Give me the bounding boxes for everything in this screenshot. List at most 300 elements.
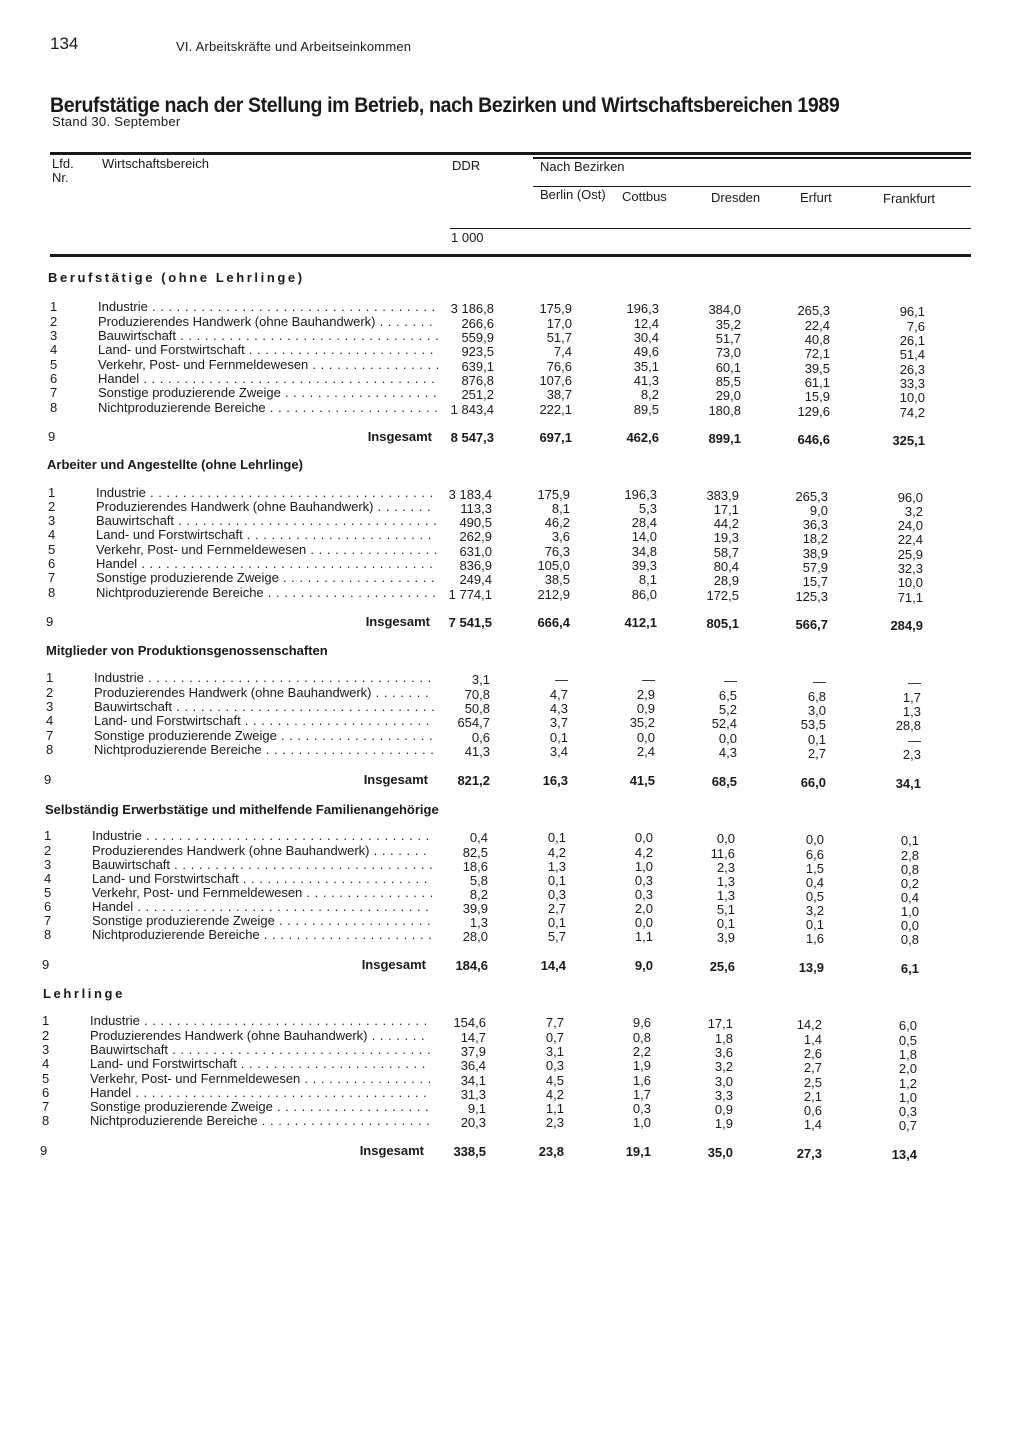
- cell-frankfurt: 0,0: [900, 918, 919, 933]
- row-number: 1: [42, 1013, 50, 1028]
- cell-frankfurt: 1,2: [898, 1076, 917, 1091]
- row-label: Bauwirtschaft . . .: [96, 514, 436, 528]
- row-number: 5: [44, 885, 52, 900]
- cell-ddr: 0,6: [471, 730, 490, 745]
- table-row: [0, 843, 1024, 863]
- header-col-dresden: Dresden: [711, 190, 761, 205]
- cell-ddr: 3 186,8: [450, 301, 494, 316]
- cell-ddr: 8,2: [469, 887, 488, 902]
- total-cell-ddr: 338,5: [453, 1144, 486, 1159]
- row-number: 8: [50, 400, 58, 415]
- total-cell-berlin: 23,8: [538, 1144, 564, 1159]
- table-row: [0, 927, 1024, 947]
- table-row: [0, 728, 1024, 748]
- cell-erfurt: 61,1: [804, 375, 830, 390]
- cell-erfurt: 129,6: [797, 404, 830, 419]
- total-cell-frankfurt: 284,9: [890, 618, 923, 633]
- cell-frankfurt: 25,9: [897, 547, 923, 562]
- total-cell-cottbus: 9,0: [634, 958, 653, 973]
- cell-berlin: 51,7: [546, 330, 572, 345]
- cell-dresden: 383,9: [706, 488, 739, 503]
- row-number: 1: [46, 670, 54, 685]
- row-label: Sonstige produzierende Zweige . . .: [90, 1100, 430, 1114]
- row-number: 6: [42, 1085, 50, 1100]
- cell-frankfurt: —: [908, 733, 921, 748]
- row-number: 2: [42, 1028, 50, 1043]
- cell-berlin: 175,9: [539, 301, 572, 316]
- row-label: Handel . . .: [96, 557, 436, 571]
- cell-frankfurt: 24,0: [897, 518, 923, 533]
- row-number: 7: [46, 728, 54, 743]
- row-number: 6: [44, 899, 52, 914]
- row-number: 9: [44, 772, 52, 787]
- row-number: 4: [42, 1056, 50, 1071]
- cell-cottbus: 2,4: [636, 744, 655, 759]
- cell-berlin: 3,4: [549, 744, 568, 759]
- total-label: Insgesamt: [367, 429, 432, 444]
- cell-dresden: 1,3: [716, 888, 735, 903]
- cell-erfurt: 125,3: [795, 589, 828, 604]
- table-row: [0, 885, 1024, 905]
- row-label: Produzierendes Handwerk (ohne Bauhandwerk) . . .: [98, 315, 438, 329]
- row-number: 7: [42, 1099, 50, 1114]
- cell-erfurt: 265,3: [797, 303, 830, 318]
- row-number: 9: [48, 429, 56, 444]
- header-col-cottbus: Cottbus: [622, 189, 667, 204]
- section-title: Lehrlinge: [43, 986, 125, 1001]
- cell-berlin: 0,1: [549, 730, 568, 745]
- total-cell-dresden: 805,1: [706, 616, 739, 631]
- cell-erfurt: 0,1: [807, 732, 826, 747]
- cell-frankfurt: 0,2: [900, 876, 919, 891]
- total-cell-ddr: 821,2: [457, 773, 490, 788]
- cell-dresden: 85,5: [715, 374, 741, 389]
- cell-ddr: 654,7: [457, 715, 490, 730]
- cell-frankfurt: 71,1: [897, 590, 923, 605]
- cell-frankfurt: 1,3: [902, 704, 921, 719]
- table-row: [0, 1071, 1024, 1091]
- cell-ddr: 266,6: [461, 316, 494, 331]
- total-cell-frankfurt: 34,1: [895, 776, 921, 791]
- total-label: Insgesamt: [363, 772, 428, 787]
- table-row: [0, 828, 1024, 848]
- cell-dresden: 73,0: [715, 345, 741, 360]
- cell-ddr: 36,4: [460, 1058, 486, 1073]
- cell-erfurt: 6,6: [805, 847, 824, 862]
- cell-cottbus: 1,0: [632, 1115, 651, 1130]
- cell-berlin: 0,7: [545, 1030, 564, 1045]
- row-number: 3: [48, 513, 56, 528]
- row-number: 8: [42, 1113, 50, 1128]
- cell-dresden: 2,3: [716, 860, 735, 875]
- cell-ddr: 39,9: [462, 901, 488, 916]
- cell-berlin: 2,7: [547, 901, 566, 916]
- cell-frankfurt: 32,3: [897, 561, 923, 576]
- cell-dresden: 384,0: [708, 302, 741, 317]
- cell-frankfurt: 6,0: [898, 1018, 917, 1033]
- cell-ddr: 249,4: [459, 572, 492, 587]
- cell-berlin: 7,7: [545, 1015, 564, 1030]
- row-label: Sonstige produzierende Zweige . . .: [98, 386, 438, 400]
- table-row: [0, 556, 1024, 576]
- total-row: [0, 614, 1024, 633]
- cell-erfurt: 15,9: [804, 389, 830, 404]
- total-cell-cottbus: 462,6: [626, 430, 659, 445]
- table-row: [0, 299, 1024, 319]
- cell-berlin: 76,3: [544, 544, 570, 559]
- cell-erfurt: 53,5: [800, 717, 826, 732]
- table-row: [0, 1042, 1024, 1062]
- table-row: [0, 1056, 1024, 1076]
- header-lfd: Lfd.: [52, 156, 74, 171]
- cell-frankfurt: 33,3: [899, 376, 925, 391]
- section-title: Selbständig Erwerbstätige und mithelfende Familienangehörige: [45, 802, 439, 817]
- cell-ddr: 28,0: [462, 929, 488, 944]
- table-row: [0, 585, 1024, 605]
- cell-dresden: 3,9: [716, 930, 735, 945]
- cell-berlin: 212,9: [537, 587, 570, 602]
- row-number: 8: [48, 585, 56, 600]
- cell-cottbus: 34,8: [631, 544, 657, 559]
- cell-berlin: 4,3: [549, 701, 568, 716]
- cell-erfurt: 72,1: [804, 346, 830, 361]
- total-cell-dresden: 35,0: [707, 1145, 733, 1160]
- total-cell-frankfurt: 6,1: [900, 961, 919, 976]
- row-label: Bauwirtschaft . . .: [98, 329, 438, 343]
- cell-erfurt: 15,7: [802, 574, 828, 589]
- cell-frankfurt: 0,5: [898, 1033, 917, 1048]
- header-bottom-rule: [50, 254, 971, 257]
- cell-erfurt: 0,4: [805, 875, 824, 890]
- table-row: [0, 1113, 1024, 1133]
- cell-dresden: 3,0: [714, 1074, 733, 1089]
- row-label: Bauwirtschaft . . .: [90, 1043, 430, 1057]
- cell-cottbus: 89,5: [633, 402, 659, 417]
- cell-erfurt: 2,5: [803, 1075, 822, 1090]
- cell-ddr: 5,8: [469, 873, 488, 888]
- table-row: [0, 485, 1024, 505]
- table-row: [0, 913, 1024, 933]
- cell-berlin: 0,1: [547, 830, 566, 845]
- cell-cottbus: 2,9: [636, 687, 655, 702]
- cell-cottbus: 0,0: [636, 730, 655, 745]
- row-number: 2: [50, 314, 58, 329]
- cell-cottbus: 0,3: [634, 873, 653, 888]
- cell-frankfurt: 26,3: [899, 362, 925, 377]
- header-nach-bezirken: Nach Bezirken: [540, 159, 625, 174]
- cell-cottbus: 1,1: [634, 929, 653, 944]
- total-row: [0, 429, 1024, 448]
- row-number: 7: [48, 570, 56, 585]
- cell-berlin: 7,4: [553, 344, 572, 359]
- cell-erfurt: 0,6: [803, 1103, 822, 1118]
- table-row: [0, 499, 1024, 519]
- table-row: [0, 513, 1024, 533]
- cell-cottbus: 5,3: [638, 501, 657, 516]
- row-number: 4: [50, 342, 58, 357]
- row-label: Industrie . . .: [94, 671, 434, 685]
- row-label: Produzierendes Handwerk (ohne Bauhandwerk) . . .: [94, 686, 434, 700]
- cell-berlin: 4,7: [549, 687, 568, 702]
- cell-erfurt: 39,5: [804, 361, 830, 376]
- cell-frankfurt: 2,8: [900, 848, 919, 863]
- cell-cottbus: 2,0: [634, 901, 653, 916]
- cell-cottbus: 0,8: [632, 1030, 651, 1045]
- cell-erfurt: 1,5: [805, 861, 824, 876]
- total-cell-frankfurt: 13,4: [891, 1147, 917, 1162]
- cell-dresden: 3,2: [714, 1059, 733, 1074]
- cell-erfurt: 1,4: [803, 1117, 822, 1132]
- row-number: 7: [44, 913, 52, 928]
- section-title: Berufstätige (ohne Lehrlinge): [48, 270, 305, 285]
- header-col-berlin: Berlin (Ost): [540, 187, 606, 202]
- cell-erfurt: 9,0: [809, 503, 828, 518]
- total-cell-ddr: 184,6: [455, 958, 488, 973]
- cell-dresden: 1,9: [714, 1116, 733, 1131]
- row-label: Produzierendes Handwerk (ohne Bauhandwerk) . . .: [90, 1029, 430, 1043]
- row-number: 4: [44, 871, 52, 886]
- cell-frankfurt: 51,4: [899, 347, 925, 362]
- row-label: Industrie . . .: [98, 300, 438, 314]
- cell-dresden: —: [724, 673, 737, 688]
- cell-cottbus: 0,3: [634, 887, 653, 902]
- cell-cottbus: 49,6: [633, 344, 659, 359]
- cell-berlin: 0,3: [547, 887, 566, 902]
- cell-berlin: 46,2: [544, 515, 570, 530]
- row-number: 3: [44, 857, 52, 872]
- cell-cottbus: 35,1: [633, 359, 659, 374]
- row-label: Verkehr, Post- und Fernmeldewesen . . .: [92, 886, 432, 900]
- cell-berlin: 4,2: [545, 1087, 564, 1102]
- total-cell-erfurt: 66,0: [800, 775, 826, 790]
- cell-ddr: 70,8: [464, 687, 490, 702]
- row-label: Handel . . .: [90, 1086, 430, 1100]
- header-nr: Nr.: [52, 170, 69, 185]
- cell-dresden: 0,0: [716, 831, 735, 846]
- cell-cottbus: 35,2: [629, 715, 655, 730]
- cell-ddr: 9,1: [467, 1101, 486, 1116]
- cell-ddr: 559,9: [461, 330, 494, 345]
- cell-erfurt: 18,2: [802, 531, 828, 546]
- cell-frankfurt: 96,1: [899, 304, 925, 319]
- cell-dresden: 1,8: [714, 1031, 733, 1046]
- cell-dresden: 80,4: [713, 559, 739, 574]
- cell-dresden: 3,6: [714, 1045, 733, 1060]
- cell-ddr: 50,8: [464, 701, 490, 716]
- total-cell-ddr: 8 547,3: [450, 430, 494, 445]
- cell-berlin: 3,6: [551, 529, 570, 544]
- total-label: Insgesamt: [361, 957, 426, 972]
- cell-dresden: 0,0: [718, 731, 737, 746]
- row-number: 5: [42, 1071, 50, 1086]
- cell-dresden: 3,3: [714, 1088, 733, 1103]
- cell-frankfurt: 0,7: [898, 1118, 917, 1133]
- cell-berlin: 105,0: [537, 558, 570, 573]
- cell-ddr: 1 774,1: [448, 587, 492, 602]
- total-cell-berlin: 666,4: [537, 615, 570, 630]
- cell-frankfurt: 0,4: [900, 890, 919, 905]
- cell-frankfurt: 1,8: [898, 1047, 917, 1062]
- page-header: [0, 0, 1024, 129]
- cell-dresden: 0,9: [714, 1102, 733, 1117]
- cell-frankfurt: 10,0: [899, 390, 925, 405]
- cell-frankfurt: 0,8: [900, 932, 919, 947]
- row-label: Bauwirtschaft . . .: [94, 700, 434, 714]
- cell-erfurt: 14,2: [796, 1017, 822, 1032]
- total-cell-dresden: 68,5: [711, 774, 737, 789]
- table-row: [0, 871, 1024, 891]
- cell-cottbus: 1,7: [632, 1087, 651, 1102]
- table-row: [0, 570, 1024, 590]
- cell-ddr: 836,9: [459, 558, 492, 573]
- cell-erfurt: 57,9: [802, 560, 828, 575]
- cell-dresden: 28,9: [713, 573, 739, 588]
- total-cell-berlin: 16,3: [542, 773, 568, 788]
- row-label: Produzierendes Handwerk (ohne Bauhandwerk) . . .: [92, 844, 432, 858]
- cell-erfurt: 2,6: [803, 1046, 822, 1061]
- cell-berlin: 38,7: [546, 387, 572, 402]
- row-number: 1: [48, 485, 56, 500]
- cell-dresden: 172,5: [706, 588, 739, 603]
- table-row: [0, 385, 1024, 405]
- cell-ddr: 639,1: [461, 359, 494, 374]
- row-label: Handel . . .: [98, 372, 438, 386]
- total-row: [0, 1143, 1024, 1162]
- cell-berlin: 222,1: [539, 402, 572, 417]
- row-number: 7: [50, 385, 58, 400]
- cell-dresden: 180,8: [708, 403, 741, 418]
- cell-dresden: 51,7: [715, 331, 741, 346]
- row-label: Verkehr, Post- und Fernmeldewesen . . .: [98, 358, 438, 372]
- row-number: 2: [46, 685, 54, 700]
- cell-dresden: 11,6: [710, 846, 735, 861]
- table-row: [0, 742, 1024, 762]
- cell-ddr: 490,5: [459, 515, 492, 530]
- cell-cottbus: 14,0: [631, 529, 657, 544]
- cell-erfurt: 22,4: [804, 318, 830, 333]
- cell-dresden: 44,2: [713, 516, 739, 531]
- cell-erfurt: 2,1: [803, 1089, 822, 1104]
- cell-cottbus: 0,0: [634, 830, 653, 845]
- header-top-rule: [50, 152, 971, 155]
- running-head: VI. Arbeitskräfte und Arbeitseinkommen: [176, 39, 412, 54]
- cell-cottbus: 196,3: [626, 301, 659, 316]
- row-label: Sonstige produzierende Zweige . . .: [96, 571, 436, 585]
- table-row: [0, 699, 1024, 719]
- cell-ddr: 37,9: [460, 1044, 486, 1059]
- page-title: Berufstätige nach der Stellung im Betrieb, nach Bezirken und Wirtschaftsbereichen 1989: [50, 94, 840, 117]
- cell-dresden: 6,5: [718, 688, 737, 703]
- cell-dresden: 52,4: [711, 716, 737, 731]
- cell-frankfurt: 7,6: [906, 319, 925, 334]
- cell-berlin: 0,1: [547, 873, 566, 888]
- table-row: [0, 328, 1024, 348]
- cell-dresden: 17,1: [713, 502, 739, 517]
- cell-cottbus: 196,3: [624, 487, 657, 502]
- cell-ddr: 14,7: [460, 1030, 486, 1045]
- cell-frankfurt: 1,0: [898, 1090, 917, 1105]
- row-label: Produzierendes Handwerk (ohne Bauhandwerk) . . .: [96, 500, 436, 514]
- cell-ddr: 631,0: [459, 544, 492, 559]
- cell-ddr: 923,5: [461, 344, 494, 359]
- cell-cottbus: 0,9: [636, 701, 655, 716]
- table-row: [0, 1028, 1024, 1048]
- cell-frankfurt: 96,0: [897, 490, 923, 505]
- total-row: [0, 957, 1024, 976]
- row-label: Nichtproduzierende Bereiche . . .: [92, 928, 432, 942]
- table-row: [0, 899, 1024, 919]
- table-row: [0, 1085, 1024, 1105]
- cell-ddr: 31,3: [460, 1087, 486, 1102]
- row-label: Sonstige produzierende Zweige . . .: [94, 729, 434, 743]
- row-number: 6: [48, 556, 56, 571]
- row-label: Land- und Forstwirtschaft . . .: [98, 343, 438, 357]
- total-cell-erfurt: 27,3: [796, 1146, 822, 1161]
- section-title: Mitglieder von Produktionsgenossenschaften: [46, 643, 328, 658]
- header-col-frankfurt: Frankfurt: [883, 191, 936, 206]
- cell-frankfurt: 0,3: [898, 1104, 917, 1119]
- row-number: 5: [50, 357, 58, 372]
- cell-cottbus: 1,6: [632, 1073, 651, 1088]
- row-label: Nichtproduzierende Bereiche . . .: [94, 743, 434, 757]
- cell-erfurt: 6,8: [807, 689, 826, 704]
- section-title: Arbeiter und Angestellte (ohne Lehrlinge): [47, 457, 303, 472]
- cell-cottbus: 12,4: [633, 316, 659, 331]
- row-number: 2: [48, 499, 56, 514]
- row-label: Industrie . . .: [96, 486, 436, 500]
- row-label: Handel . . .: [92, 900, 432, 914]
- cell-ddr: 20,3: [460, 1115, 486, 1130]
- total-cell-erfurt: 566,7: [795, 617, 828, 632]
- cell-dresden: 0,1: [716, 916, 735, 931]
- row-number: 6: [50, 371, 58, 386]
- header-col-erfurt: Erfurt: [800, 190, 832, 205]
- cell-cottbus: 8,2: [640, 387, 659, 402]
- cell-berlin: 107,6: [539, 373, 572, 388]
- row-number: 2: [44, 843, 52, 858]
- cell-berlin: 76,6: [546, 359, 572, 374]
- table-row: [0, 542, 1024, 562]
- total-cell-frankfurt: 325,1: [892, 433, 925, 448]
- cell-cottbus: 9,6: [632, 1015, 651, 1030]
- cell-dresden: 5,1: [716, 902, 735, 917]
- page-number: 134: [50, 34, 79, 53]
- cell-erfurt: 0,5: [805, 889, 824, 904]
- table-row: [0, 857, 1024, 877]
- cell-berlin: 1,3: [547, 859, 566, 874]
- cell-berlin: 3,7: [549, 715, 568, 730]
- total-cell-erfurt: 13,9: [798, 960, 824, 975]
- cell-berlin: 175,9: [537, 487, 570, 502]
- row-number: 4: [48, 527, 56, 542]
- table-row: [0, 357, 1024, 377]
- total-cell-ddr: 7 541,5: [448, 615, 492, 630]
- cell-berlin: 2,3: [545, 1115, 564, 1130]
- row-number: 9: [40, 1143, 48, 1158]
- row-number: 3: [50, 328, 58, 343]
- table-row: [0, 371, 1024, 391]
- header-ddr: DDR: [452, 158, 481, 173]
- total-label: Insgesamt: [365, 614, 430, 629]
- cell-erfurt: 3,0: [807, 703, 826, 718]
- cell-erfurt: 1,6: [805, 931, 824, 946]
- total-cell-dresden: 25,6: [709, 959, 735, 974]
- cell-berlin: 4,2: [547, 845, 566, 860]
- table-row: [0, 342, 1024, 362]
- row-label: Land- und Forstwirtschaft . . .: [96, 528, 436, 542]
- cell-frankfurt: 2,3: [902, 747, 921, 762]
- row-label: Land- und Forstwirtschaft . . .: [92, 872, 432, 886]
